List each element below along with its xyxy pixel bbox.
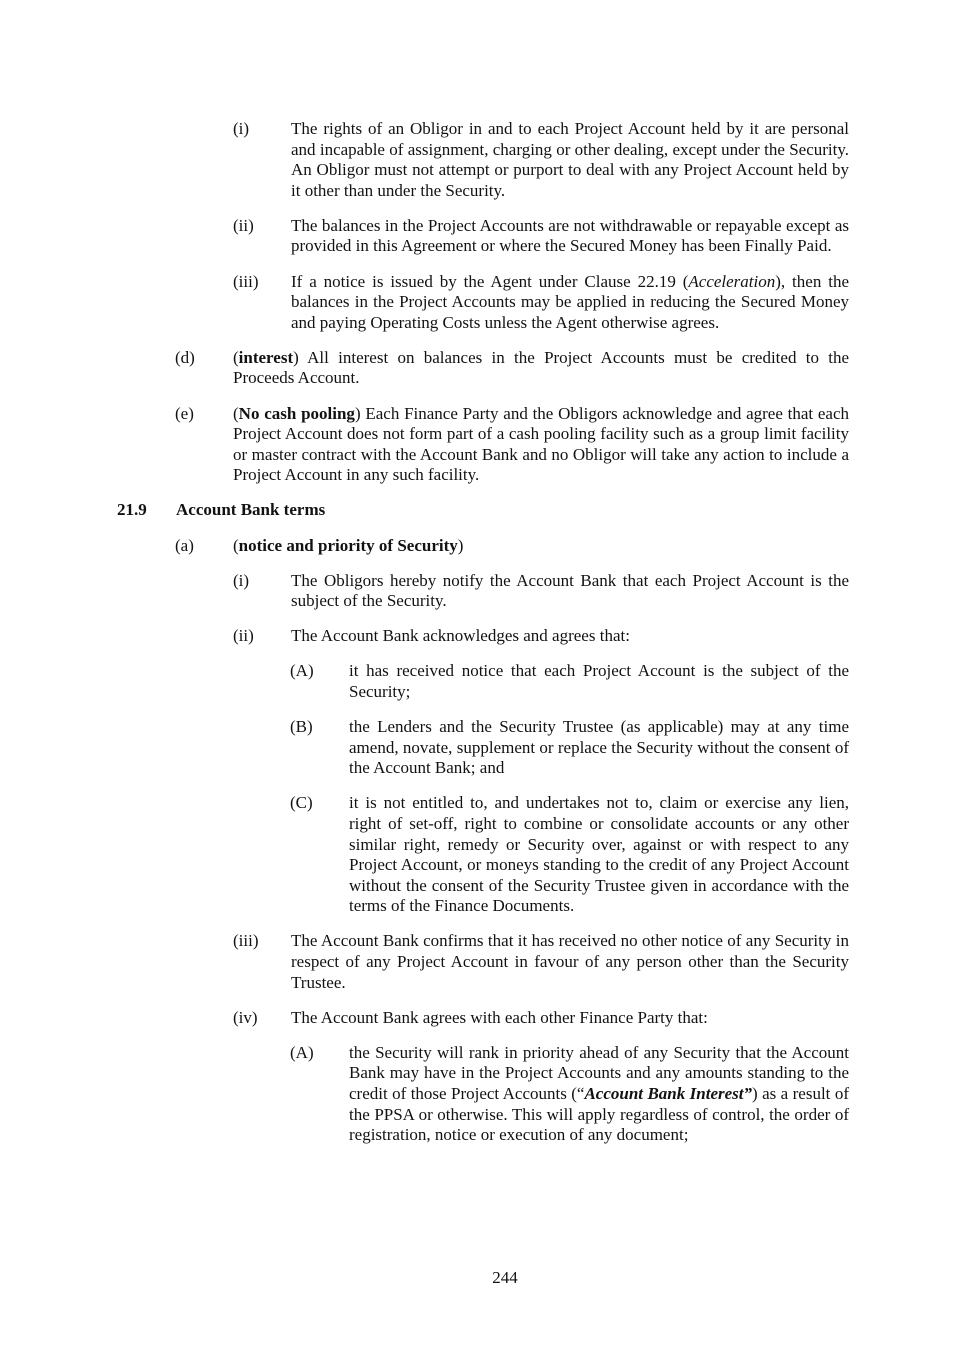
clause-label: (a) (175, 535, 194, 555)
clause-row-a-ii-A (0, 661, 849, 702)
clause-text-bold: interest (238, 347, 294, 367)
clause-row-ii (0, 216, 849, 257)
section-heading-row (0, 500, 849, 521)
clause-label: (iv) (233, 1007, 258, 1027)
clause-text: The Account Bank confirms that it has received no other notice of any Security in respect of any Project Account in favour of any person other than the Security Trustee. (291, 931, 849, 992)
clause-row-d (0, 348, 849, 389)
clause-text-segment: ), then the balances in the Project Accounts may be applied in reducing the Secured Money and paying Operating Costs unless the Agent otherwise agrees. (291, 271, 849, 332)
clause-text: The Obligors hereby notify the Account Bank that each Project Account is the subject of the Security. (291, 570, 849, 611)
clause-text-segment: ) (457, 535, 464, 555)
clause-row-iii (0, 272, 849, 334)
clause-label: (i) (233, 570, 250, 590)
clause-row-a-iv-A (0, 1043, 849, 1146)
clause-text: it is not entitled to, and undertakes not to, claim or exercise any lien, right of set-off, right to combine or consolidate accounts or any other similar right, remedy or Security over, against or with respect to any Project Account, or moneys standing to the credit of any Project Account without the consent of the Security Trustee given in accordance with the terms of the Finance Documents. (349, 793, 849, 916)
clause-row-i (0, 119, 849, 201)
clause-text-bold: No cash pooling (238, 403, 355, 423)
clause-label: (ii) (233, 215, 254, 235)
clause-text-segment: ( (233, 535, 239, 555)
clause-row-a-ii-C (0, 793, 849, 917)
clause-label: (ii) (233, 626, 254, 646)
clause-label: (d) (175, 347, 195, 367)
clause-text (233, 348, 849, 389)
clause-text (233, 404, 849, 486)
clause-text: the Lenders and the Security Trustee (as applicable) may at any time amend, novate, supplement or replace the Security without the consent of the Account Bank; and (349, 717, 849, 778)
clause-label: (iii) (233, 931, 259, 951)
clause-label: (C) (290, 793, 313, 813)
clause-text-bold-italic: Account Bank Interest” (584, 1083, 753, 1103)
section-number: 21.9 (117, 500, 147, 520)
clause-text-segment: ( (233, 403, 239, 423)
clause-label: (iii) (233, 271, 259, 291)
clause-text (291, 272, 849, 334)
clause-text (233, 536, 849, 557)
clause-label: (A) (290, 1042, 314, 1062)
clause-row-a-ii-B (0, 717, 849, 779)
clause-text: The Account Bank agrees with each other Finance Party that: (291, 1007, 708, 1027)
clause-text-segment: ) as a result of the PPSA or otherwise. This will apply regardless of control, the order of registration, notice or execution of any document; (349, 1083, 849, 1145)
clause-row-a-iii (0, 931, 849, 993)
clause-row-a (0, 536, 849, 557)
clause-label: (B) (290, 717, 313, 737)
page-content (0, 119, 849, 1160)
page-footer (0, 1268, 966, 1289)
clause-text-segment: ) Each Finance Party and the Obligors acknowledge and agree that each Project Account does not form part of a cash pooling facility such as a group limit facility or master contract with the Account Bank and no Obligor will take any action to include a Project Account in any such facility. (233, 403, 850, 485)
clause-row-a-i (0, 571, 849, 612)
clause-text-segment: ) All interest on balances in the Project Accounts must be credited to the Proceeds Account. (233, 347, 849, 388)
clause-text (349, 1043, 849, 1146)
clause-row-a-iv (0, 1008, 849, 1029)
clause-text-segment: ( (233, 347, 239, 367)
page-number: 244 (492, 1268, 518, 1287)
clause-text: The rights of an Obligor in and to each Project Account held by it are personal and incapable of assignment, charging or other dealing, except under the Security. An Obligor must not attempt or purport to deal with any Project Account held by it other than under the Security. (291, 119, 849, 200)
clause-text: The balances in the Project Accounts are not withdrawable or repayable except as provided in this Agreement or where the Secured Money has been Finally Paid. (291, 215, 849, 256)
clause-label: (e) (175, 403, 194, 423)
clause-row-e (0, 404, 849, 486)
clause-text: it has received notice that each Project Account is the subject of the Security; (349, 661, 849, 701)
section-title: Account Bank terms (176, 500, 326, 520)
clause-text-italic: Acceleration (688, 271, 776, 291)
clause-row-a-ii (0, 626, 849, 647)
clause-text-segment: the Security will rank in priority ahead of any Security that the Account Bank may have in the Project Accounts and any amounts standing to the credit of those Project Accounts (“ (349, 1042, 849, 1103)
clause-text-segment: If a notice is issued by the Agent under Clause 22.19 ( (291, 271, 689, 291)
clause-label: (A) (290, 661, 314, 681)
clause-text-bold: notice and priority of Security (238, 535, 458, 555)
clause-text: The Account Bank acknowledges and agrees that: (291, 626, 630, 646)
clause-label: (i) (233, 119, 250, 138)
